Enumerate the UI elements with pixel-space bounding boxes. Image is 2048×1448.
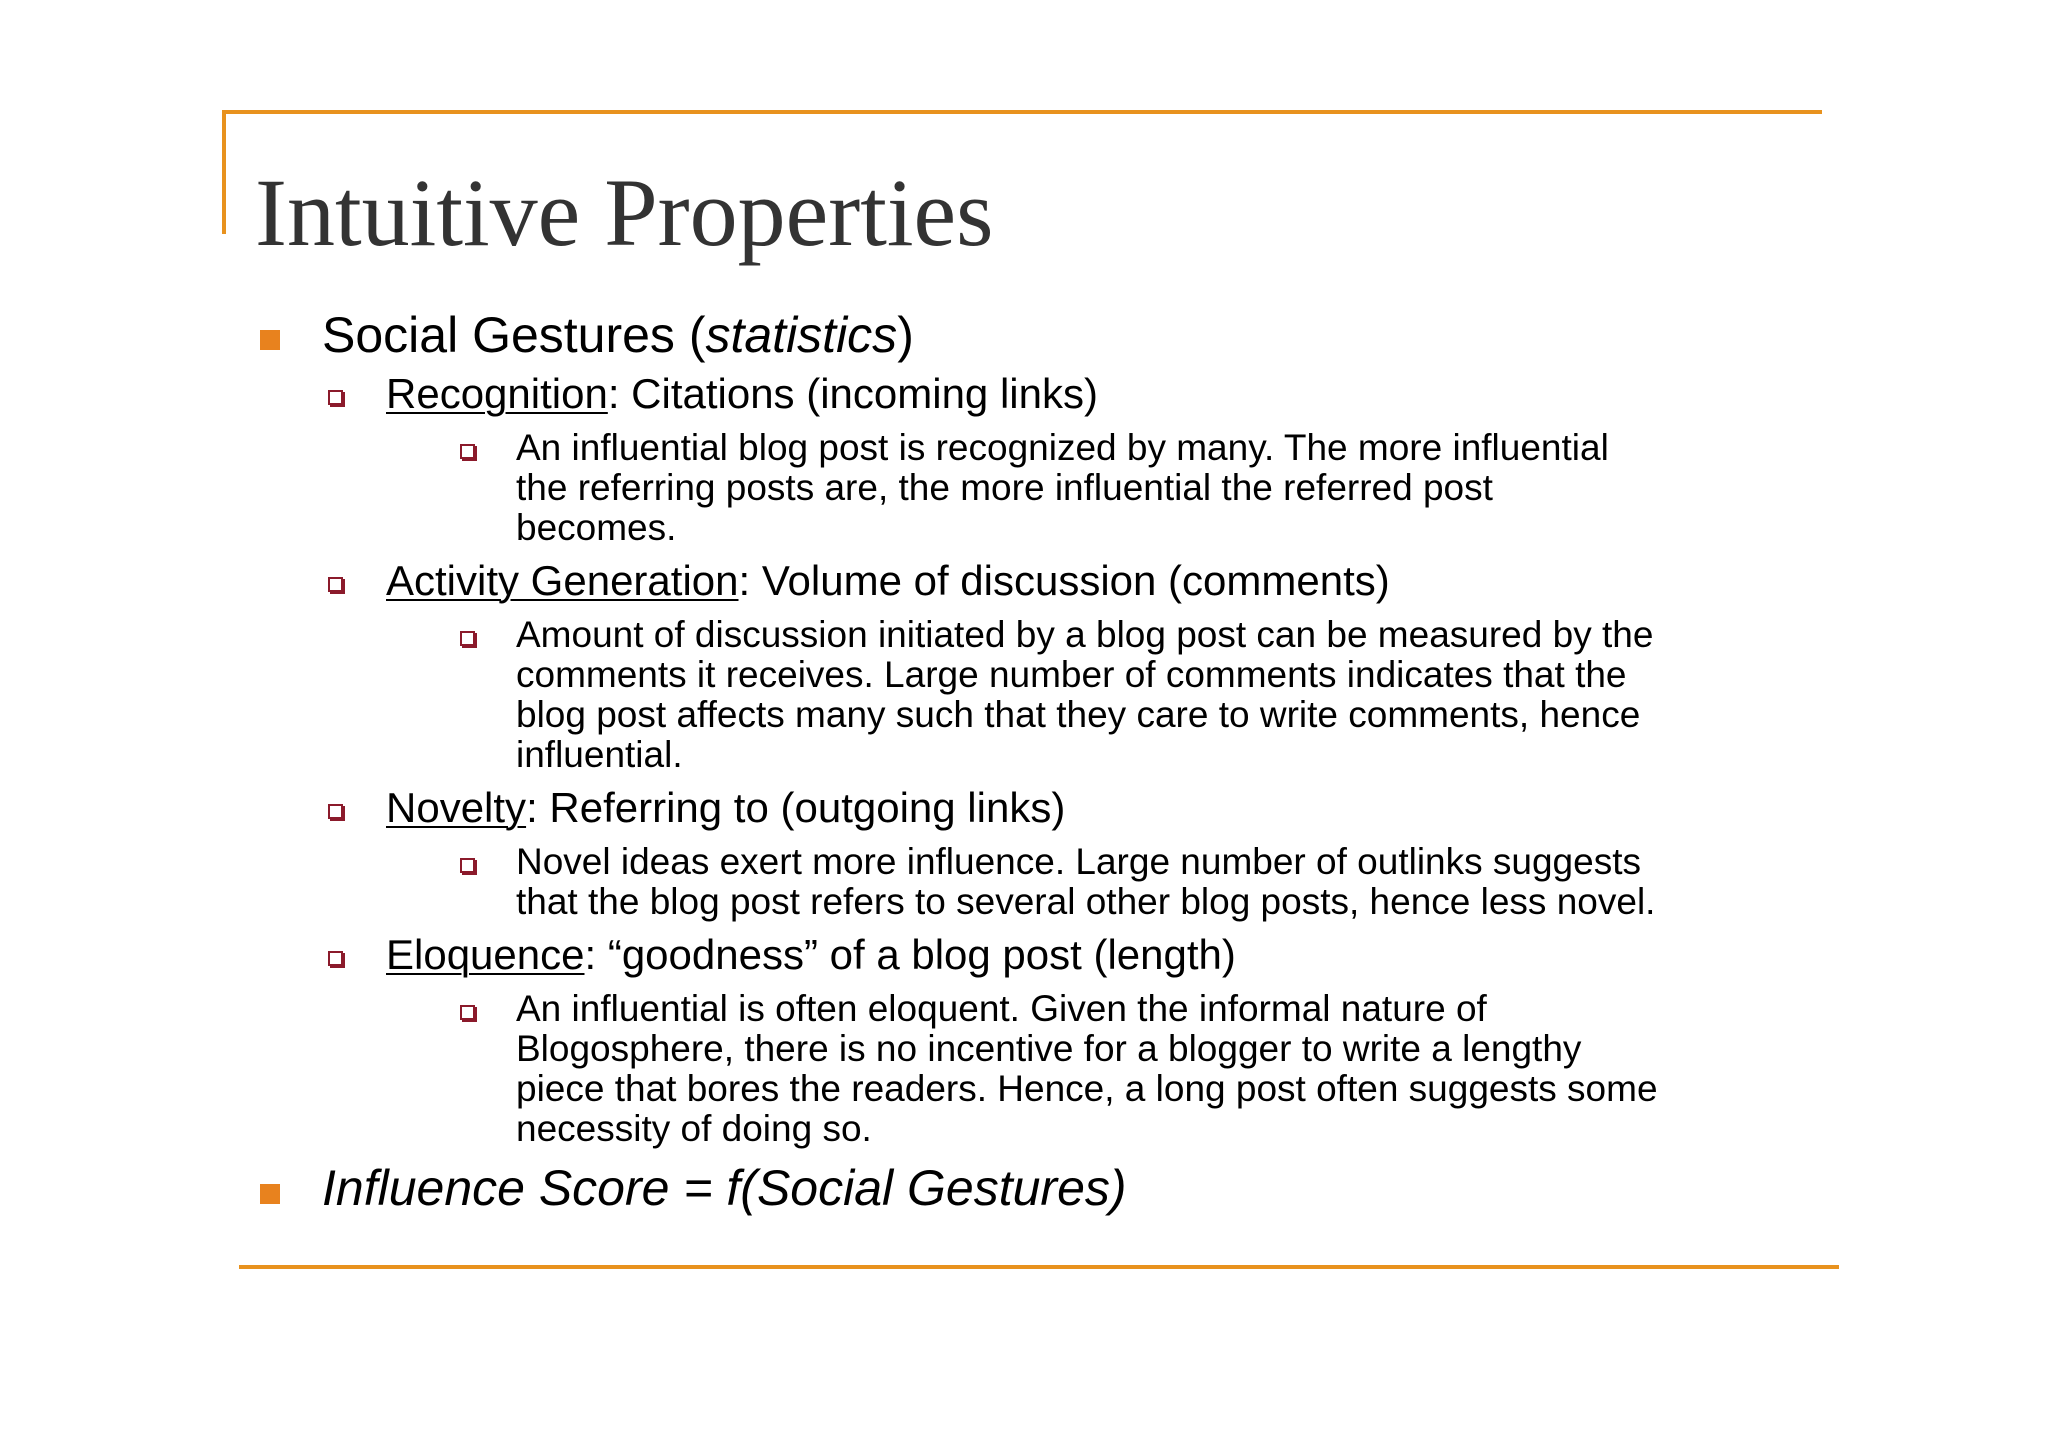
property-activity-generation: Activity Generation: Volume of discussion (comments)	[386, 557, 1390, 604]
detail-line: An influential is often eloquent. Given the informal nature of	[516, 988, 1487, 1029]
detail-line: Novel ideas exert more influence. Large number of outlinks suggests	[516, 841, 1641, 882]
sub-bullet-checkbox-icon	[328, 577, 343, 592]
detail-line: the referring posts are, the more influential the referred post	[516, 467, 1493, 508]
detail-line: that the blog post refers to several other blog posts, hence less novel.	[516, 881, 1656, 922]
detail-bullet-checkbox-icon	[460, 444, 475, 459]
slide-title: Intuitive Properties	[255, 159, 994, 266]
detail-line: comments it receives. Large number of comments indicates that the	[516, 654, 1627, 695]
sub-bullet-checkbox-icon	[328, 804, 343, 819]
influence-score-formula: Influence Score = f(Social Gestures)	[322, 1160, 1127, 1216]
detail-bullet-checkbox-icon	[460, 1005, 475, 1020]
bullet-square-icon	[260, 330, 280, 350]
frame-left-line	[222, 110, 226, 234]
detail-bullet-checkbox-icon	[460, 631, 475, 646]
detail-bullet-checkbox-icon	[460, 858, 475, 873]
main-bullet-social-gestures: Social Gestures (statistics)	[322, 307, 914, 363]
property-eloquence: Eloquence: “goodness” of a blog post (length)	[386, 931, 1236, 978]
detail-line: Amount of discussion initiated by a blog post can be measured by the	[516, 614, 1654, 655]
frame-top-line	[222, 110, 1822, 114]
detail-line: influential.	[516, 734, 683, 775]
detail-line: becomes.	[516, 507, 677, 548]
sub-bullet-checkbox-icon	[328, 390, 343, 405]
detail-line: blog post affects many such that they care to write comments, hence	[516, 694, 1641, 735]
property-recognition: Recognition: Citations (incoming links)	[386, 370, 1098, 417]
detail-line: piece that bores the readers. Hence, a long post often suggests some	[516, 1068, 1658, 1109]
detail-line: An influential blog post is recognized by many. The more influential	[516, 427, 1609, 468]
frame-bottom-line	[239, 1265, 1839, 1269]
detail-line: necessity of doing so.	[516, 1108, 872, 1149]
sub-bullet-checkbox-icon	[328, 951, 343, 966]
detail-line: Blogosphere, there is no incentive for a blogger to write a lengthy	[516, 1028, 1582, 1069]
bullet-square-icon	[260, 1184, 280, 1204]
property-novelty: Novelty: Referring to (outgoing links)	[386, 784, 1066, 831]
